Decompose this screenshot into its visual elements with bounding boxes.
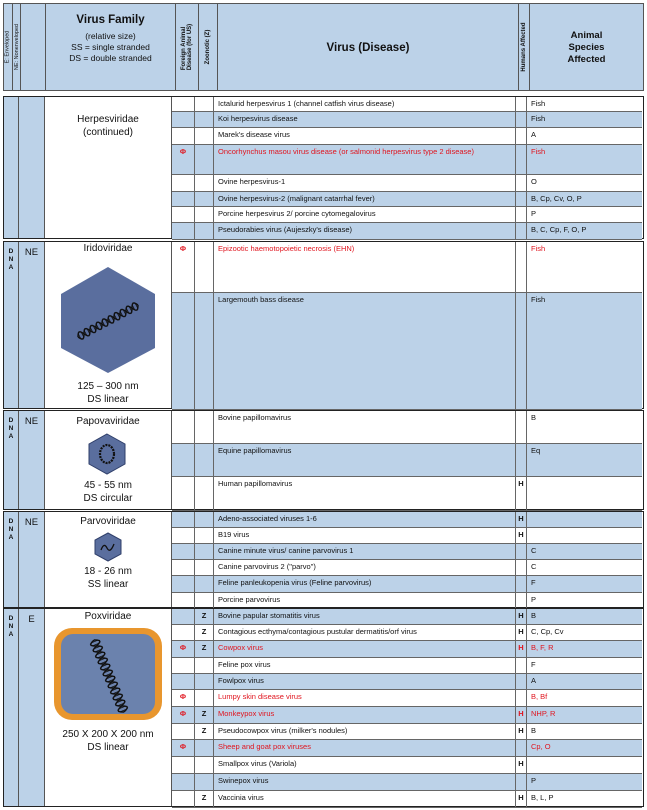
virus-name-cell: Adeno-associated viruses 1-6 xyxy=(214,512,516,528)
virus-name-cell: Ovine herpesvirus-2 (malignant catarrhal fever) xyxy=(214,192,516,207)
foreign-disease-cell xyxy=(172,674,195,690)
family-name-text: Herpesviridae xyxy=(77,114,139,125)
animal-species-cell: A xyxy=(527,128,642,145)
foreign-disease-cell xyxy=(172,576,195,593)
humans-affected-cell: H xyxy=(516,625,527,641)
nucleic-acid-cell xyxy=(4,411,19,509)
virus-family-group-irido xyxy=(3,241,644,409)
header-blank-col xyxy=(21,4,46,90)
zoonotic-cell xyxy=(195,576,214,593)
humans-affected-cell: H xyxy=(516,609,527,625)
humans-affected-cell: H xyxy=(516,528,527,544)
virus-name-cell: Epizootic haemotopoietic necrosis (EHN) xyxy=(214,242,516,293)
table-row xyxy=(172,293,642,410)
envelope-label-enveloped: E: Enveloped xyxy=(4,30,11,64)
foreign-disease-cell xyxy=(172,560,195,576)
family-size-nm: 45 - 55 nm xyxy=(84,480,132,491)
header-zoonotic-col xyxy=(199,4,218,90)
foreign-disease-cell xyxy=(172,223,195,240)
foreign-disease-cell: Φ xyxy=(172,641,195,658)
zoonotic-cell: Z xyxy=(195,609,214,625)
table-row xyxy=(172,544,642,560)
table-row xyxy=(172,576,642,593)
table-row xyxy=(172,192,642,207)
animal-species-cell: O xyxy=(527,175,642,192)
foreign-disease-cell xyxy=(172,175,195,192)
table-row xyxy=(172,512,642,528)
virus-name-cell: Feline panleukopenia virus (Feline parvovirus) xyxy=(214,576,516,593)
envelope-cell xyxy=(19,609,45,806)
zoonotic-cell xyxy=(195,128,214,145)
virus-family-group-parvo xyxy=(3,511,644,608)
zoonotic-cell: Z xyxy=(195,724,214,740)
humans-affected-cell: H xyxy=(516,641,527,658)
table-row xyxy=(172,411,642,444)
family-name xyxy=(45,242,171,255)
foreign-disease-cell xyxy=(172,477,195,511)
family-name xyxy=(45,415,171,428)
table-row xyxy=(172,757,642,774)
zoonotic-cell xyxy=(195,242,214,293)
foreign-disease-cell xyxy=(172,544,195,560)
table-row xyxy=(172,207,642,223)
table-row xyxy=(172,97,642,112)
table-row xyxy=(172,641,642,658)
family-name-text: Papovaviridae xyxy=(76,416,140,427)
humans-affected-cell xyxy=(516,293,527,410)
virus-name-cell: Largemouth bass disease xyxy=(214,293,516,410)
parvovirus-icon xyxy=(94,532,122,562)
nucleic-acid-cell xyxy=(4,609,19,806)
virus-name-cell: Canine parvovirus 2 ("parvo") xyxy=(214,560,516,576)
family-size xyxy=(45,728,171,754)
zoonotic-cell xyxy=(195,512,214,528)
animal-species-cell: B, Cp, Cv, O, P xyxy=(527,192,642,207)
zoonotic-cell: Z xyxy=(195,791,214,808)
virus-family-group-herpes xyxy=(3,96,644,239)
papovavirus-icon xyxy=(87,433,127,475)
virus-name-cell: Smallpox virus (Variola) xyxy=(214,757,516,774)
humans-affected-cell xyxy=(516,192,527,207)
humans-affected-cell xyxy=(516,658,527,674)
zoonotic-cell xyxy=(195,444,214,477)
humans-affected-cell xyxy=(516,740,527,757)
foreign-disease-cell xyxy=(172,658,195,674)
zoonotic-cell: Z xyxy=(195,707,214,724)
table-row xyxy=(172,477,642,511)
poxvirus-icon xyxy=(52,626,164,722)
family-cell xyxy=(45,411,172,509)
table-row xyxy=(172,128,642,145)
virus-name-cell: Cowpox virus xyxy=(214,641,516,658)
foreign-disease-cell xyxy=(172,512,195,528)
animal-species-cell: A xyxy=(527,674,642,690)
zoonotic-cell xyxy=(195,207,214,223)
humans-affected-cell xyxy=(516,175,527,192)
virus-name-cell: Vaccinia virus xyxy=(214,791,516,808)
foreign-disease-cell: Φ xyxy=(172,740,195,757)
foreign-disease-cell xyxy=(172,192,195,207)
humans-affected-cell: H xyxy=(516,477,527,511)
animal-species-cell: B, F, R xyxy=(527,641,642,658)
zoonotic-cell xyxy=(195,740,214,757)
zoonotic-cell xyxy=(195,192,214,207)
foreign-label-1: Foreign Animal xyxy=(181,26,187,71)
animal-species-cell: Fish xyxy=(527,145,642,175)
table-row xyxy=(172,560,642,576)
family-strand-type: DS linear xyxy=(87,394,129,405)
virus-name-cell: Lumpy skin disease virus xyxy=(214,690,516,707)
envelope-value: NE xyxy=(24,517,39,528)
virus-name-cell: Human papillomavirus xyxy=(214,477,516,511)
humans-affected-cell xyxy=(516,242,527,293)
animal-species-cell: B, L, P xyxy=(527,791,642,808)
foreign-disease-cell: Φ xyxy=(172,145,195,175)
humans-affected-cell xyxy=(516,97,527,112)
humans-affected-cell xyxy=(516,544,527,560)
humans-affected-cell xyxy=(516,223,527,240)
zoonotic-label: Zoonotic (Z) xyxy=(205,29,211,65)
family-cell xyxy=(45,97,172,238)
header-family-col xyxy=(46,4,176,90)
foreign-label-2: Disease (for US) xyxy=(187,23,193,71)
envelope-cell xyxy=(19,97,45,238)
family-sub-ss: SS = single stranded xyxy=(71,42,150,52)
family-size-nm: 125 – 300 nm xyxy=(77,381,139,392)
family-strand-type: DS circular xyxy=(83,493,133,504)
family-name-continued: (continued) xyxy=(82,127,134,138)
zoonotic-cell xyxy=(195,674,214,690)
family-column-subtitle xyxy=(46,31,175,64)
zoonotic-cell xyxy=(195,145,214,175)
family-size-nm: 18 - 26 nm xyxy=(84,566,132,577)
iridovirus-icon xyxy=(58,265,158,375)
foreign-disease-cell xyxy=(172,724,195,740)
foreign-disease-cell: Φ xyxy=(172,707,195,724)
zoonotic-cell xyxy=(195,175,214,192)
animal-species-cell xyxy=(527,528,642,544)
table-row xyxy=(172,175,642,192)
header-animal-col xyxy=(530,4,643,90)
virus-name-cell: Sheep and goat pox viruses xyxy=(214,740,516,757)
virus-name-cell: Oncorhynchus masou virus disease (or salmonid herpesvirus type 2 disease) xyxy=(214,145,516,175)
table-row xyxy=(172,774,642,791)
family-cell xyxy=(45,242,172,408)
virus-name-cell: Ictalurid herpesvirus 1 (channel catfish virus disease) xyxy=(214,97,516,112)
humans-affected-cell xyxy=(516,774,527,791)
family-sub-size: (relative size) xyxy=(85,31,136,41)
zoonotic-cell xyxy=(195,658,214,674)
foreign-disease-cell xyxy=(172,207,195,223)
nucleic-acid-label: D N A xyxy=(8,518,14,541)
humans-affected-cell xyxy=(516,674,527,690)
zoonotic-cell xyxy=(195,757,214,774)
humans-affected-cell: H xyxy=(516,791,527,808)
family-cell xyxy=(45,609,172,806)
family-size xyxy=(45,380,171,406)
foreign-disease-cell xyxy=(172,625,195,641)
virus-name-cell: Ovine herpesvirus-1 xyxy=(214,175,516,192)
animal-species-cell: Fish xyxy=(527,293,642,410)
table-row xyxy=(172,242,642,293)
animal-species-cell: Fish xyxy=(527,242,642,293)
virus-name-cell: Swinepox virus xyxy=(214,774,516,791)
foreign-disease-cell xyxy=(172,411,195,444)
animal-species-cell: Fish xyxy=(527,97,642,112)
humans-label: Humans Affected xyxy=(521,22,527,72)
envelope-label-nonenveloped: NE: Nonenveloped xyxy=(13,23,20,71)
family-name xyxy=(45,113,171,139)
family-name-text: Parvoviridae xyxy=(80,516,136,527)
virus-name-cell: Feline pox virus xyxy=(214,658,516,674)
header-virus-col xyxy=(218,4,519,90)
foreign-disease-cell xyxy=(172,757,195,774)
humans-affected-cell xyxy=(516,576,527,593)
nucleic-acid-cell xyxy=(4,242,19,408)
virus-name-cell: Bovine papillomavirus xyxy=(214,411,516,444)
animal-species-cell: B xyxy=(527,609,642,625)
animal-species-cell: B, Bf xyxy=(527,690,642,707)
family-size xyxy=(45,565,171,591)
virus-name-cell: Fowlpox virus xyxy=(214,674,516,690)
family-column-title: Virus Family xyxy=(76,14,145,26)
zoonotic-cell: Z xyxy=(195,625,214,641)
virus-name-cell: Marek's disease virus xyxy=(214,128,516,145)
animal-species-cell: P xyxy=(527,593,642,609)
virus-name-cell: Porcine herpesvirus 2/ porcine cytomegalovirus xyxy=(214,207,516,223)
animal-species-cell: B xyxy=(527,411,642,444)
animal-species-cell: P xyxy=(527,207,642,223)
zoonotic-cell xyxy=(195,593,214,609)
family-name-text: Iridoviridae xyxy=(83,243,133,254)
animal-species-cell: C xyxy=(527,544,642,560)
zoonotic-cell xyxy=(195,560,214,576)
nucleic-acid-cell xyxy=(4,97,19,238)
animal-species-cell: Fish xyxy=(527,112,642,128)
foreign-disease-cell xyxy=(172,128,195,145)
foreign-disease-cell xyxy=(172,293,195,410)
animal-species-cell: Eq xyxy=(527,444,642,477)
foreign-disease-cell xyxy=(172,791,195,808)
animal-species-cell xyxy=(527,477,642,511)
animal-column-title xyxy=(530,30,643,66)
humans-affected-cell xyxy=(516,411,527,444)
animal-label-3: Affected xyxy=(567,54,606,65)
humans-affected-cell: H xyxy=(516,512,527,528)
virus-name-cell: Equine papillomavirus xyxy=(214,444,516,477)
zoonotic-cell xyxy=(195,223,214,240)
foreign-disease-cell: Φ xyxy=(172,242,195,293)
zoonotic-cell xyxy=(195,544,214,560)
zoonotic-cell xyxy=(195,690,214,707)
humans-affected-cell xyxy=(516,593,527,609)
foreign-disease-cell xyxy=(172,609,195,625)
virus-name-cell: Contagious ecthyma/contagious pustular dermatitis/orf virus xyxy=(214,625,516,641)
humans-affected-cell: H xyxy=(516,757,527,774)
animal-species-cell: B, C, Cp, F, O, P xyxy=(527,223,642,240)
virus-name-cell: B19 virus xyxy=(214,528,516,544)
table-row xyxy=(172,724,642,740)
zoonotic-cell xyxy=(195,477,214,511)
table-row xyxy=(172,740,642,757)
header-envelope-col xyxy=(4,4,13,90)
humans-affected-cell xyxy=(516,128,527,145)
animal-species-cell: C xyxy=(527,560,642,576)
virus-name-cell: Porcine parvovirus xyxy=(214,593,516,609)
foreign-disease-cell xyxy=(172,112,195,128)
table-row xyxy=(172,528,642,544)
table-row xyxy=(172,145,642,175)
animal-species-cell: F xyxy=(527,658,642,674)
header-humans-col xyxy=(519,4,530,90)
animal-species-cell: B xyxy=(527,724,642,740)
foreign-disease-cell xyxy=(172,444,195,477)
table-row xyxy=(172,444,642,477)
animal-species-cell: NHP, R xyxy=(527,707,642,724)
table-header xyxy=(3,3,644,91)
envelope-cell xyxy=(19,242,45,408)
family-size-nm: 250 X 200 X 200 nm xyxy=(62,729,154,740)
zoonotic-cell xyxy=(195,112,214,128)
foreign-disease-cell xyxy=(172,774,195,791)
family-name-text: Poxviridae xyxy=(84,611,132,622)
nucleic-acid-cell xyxy=(4,512,19,607)
table-row xyxy=(172,690,642,707)
family-size xyxy=(45,479,171,505)
family-cell xyxy=(45,512,172,607)
foreign-disease-cell xyxy=(172,593,195,609)
envelope-cell xyxy=(19,512,45,607)
virus-family-group-pox xyxy=(3,608,644,807)
family-name xyxy=(45,610,171,623)
table-row xyxy=(172,112,642,128)
animal-species-cell xyxy=(527,512,642,528)
humans-affected-cell xyxy=(516,112,527,128)
foreign-disease-cell xyxy=(172,528,195,544)
animal-species-cell: F xyxy=(527,576,642,593)
virus-family-group-papova xyxy=(3,410,644,510)
family-strand-type: SS linear xyxy=(87,579,129,590)
virus-name-cell: Monkeypox virus xyxy=(214,707,516,724)
humans-affected-cell: H xyxy=(516,724,527,740)
humans-affected-cell xyxy=(516,207,527,223)
virus-name-cell: Koi herpesvirus disease xyxy=(214,112,516,128)
family-sub-ds: DS = double stranded xyxy=(69,53,152,63)
zoonotic-cell: Z xyxy=(195,641,214,658)
family-name xyxy=(45,515,171,528)
virus-name-cell: Pseudorabies virus (Aujeszky's disease) xyxy=(214,223,516,240)
family-strand-type: DS linear xyxy=(87,742,129,753)
animal-species-cell: Cp, O xyxy=(527,740,642,757)
header-foreign-col xyxy=(176,4,199,90)
table-row xyxy=(172,593,642,609)
virus-name-cell: Bovine papular stomatitis virus xyxy=(214,609,516,625)
animal-label-1: Animal xyxy=(570,30,603,41)
envelope-value: NE xyxy=(24,247,39,258)
envelope-value: NE xyxy=(24,416,39,427)
humans-affected-cell xyxy=(516,145,527,175)
zoonotic-cell xyxy=(195,293,214,410)
virus-name-cell: Pseudocowpox virus (milker's nodules) xyxy=(214,724,516,740)
table-row xyxy=(172,674,642,690)
animal-label-2: Species xyxy=(568,42,605,53)
humans-affected-cell xyxy=(516,444,527,477)
virus-column-title: Virus (Disease) xyxy=(326,42,410,54)
envelope-cell xyxy=(19,411,45,509)
header-envelope-col-2 xyxy=(13,4,21,90)
zoonotic-cell xyxy=(195,97,214,112)
humans-affected-cell: H xyxy=(516,707,527,724)
zoonotic-cell xyxy=(195,411,214,444)
animal-species-cell: C, Cp, Cv xyxy=(527,625,642,641)
foreign-disease-cell: Φ xyxy=(172,690,195,707)
envelope-value: E xyxy=(28,614,35,625)
zoonotic-cell xyxy=(195,774,214,791)
table-row xyxy=(172,658,642,674)
zoonotic-cell xyxy=(195,528,214,544)
nucleic-acid-label: D N A xyxy=(8,615,14,638)
table-row xyxy=(172,707,642,724)
animal-species-cell xyxy=(527,757,642,774)
animal-species-cell: P xyxy=(527,774,642,791)
nucleic-acid-label: D N A xyxy=(8,248,14,271)
table-row xyxy=(172,625,642,641)
humans-affected-cell xyxy=(516,560,527,576)
table-row xyxy=(172,609,642,625)
table-row xyxy=(172,223,642,240)
table-row xyxy=(172,791,642,808)
foreign-disease-cell xyxy=(172,97,195,112)
nucleic-acid-label: D N A xyxy=(8,417,14,440)
humans-affected-cell xyxy=(516,690,527,707)
virus-name-cell: Canine minute virus/ canine parvovirus 1 xyxy=(214,544,516,560)
